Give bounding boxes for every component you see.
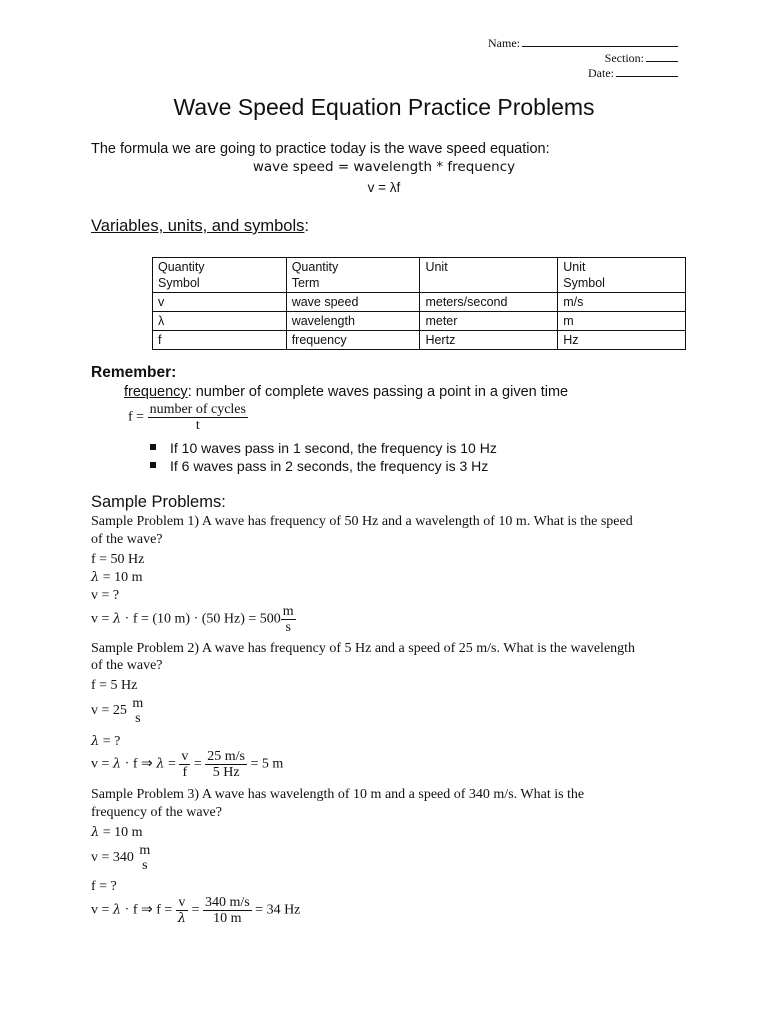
- unit-fraction: m s: [132, 696, 144, 726]
- problem-2-given-v: v = 25 m s: [91, 696, 144, 726]
- date-label: Date:: [588, 66, 614, 80]
- problem-3-solution: v = λ · f ⇒ f = $\frac{v}{\lambda}$ = $\frac{340 m/s}{10 m}$ = 34 Hz: [91, 895, 301, 926]
- problem-2-line-1: Sample Problem 2) A wave has frequency of 5 Hz and a speed of 25 m/s. What is the wavelength: [91, 641, 636, 656]
- bullet-icon: [150, 444, 156, 450]
- formula-symbols: v = λf: [367, 180, 401, 195]
- table-cell: frequency: [286, 331, 420, 350]
- date-blank[interactable]: [616, 75, 678, 77]
- name-blank[interactable]: [522, 45, 678, 47]
- name-field: [488, 36, 678, 51]
- table-row: [153, 293, 686, 312]
- fraction-denominator: t: [195, 418, 200, 433]
- table-cell: m/s: [558, 293, 686, 312]
- problem-1-given-f: f = 50 Hz: [91, 552, 145, 567]
- samples-heading: Sample Problems:: [91, 493, 226, 511]
- table-cell: v: [153, 293, 287, 312]
- fraction-v-over-f: $\frac{v}{f}$: [181, 749, 189, 780]
- table-row: [153, 312, 686, 331]
- page-title: Wave Speed Equation Practice Problems: [173, 94, 595, 120]
- problem-1-unknown: v = ?: [91, 588, 120, 603]
- problem-2-line-2: of the wave?: [91, 658, 163, 673]
- problem-1-solution: v = λ · f = (10 m) · (50 Hz) = 500 $\frac{m}{s}$: [91, 604, 294, 635]
- fraction-values: $\frac{340 m/s}{10 m}$: [204, 895, 250, 926]
- table-header-cell: Unit: [420, 258, 558, 293]
- frequency-definition: [124, 384, 568, 400]
- fraction-values: $\frac{25 m/s}{5 Hz}$: [207, 749, 246, 780]
- problem-3-given-v: v = 340 m s: [91, 843, 151, 873]
- table-header-cell: Quantity Term: [286, 258, 420, 293]
- table-header-row: [153, 258, 686, 293]
- frequency-formula-lhs: f =: [128, 409, 145, 425]
- date-field: [588, 66, 678, 81]
- variables-heading-colon: :: [304, 217, 309, 235]
- frequency-definition-text: : number of complete waves passing a point in a given time: [187, 384, 569, 400]
- table-cell: meters/second: [420, 293, 558, 312]
- table-header-cell: Quantity Symbol: [153, 258, 287, 293]
- frequency-term: frequency: [124, 384, 188, 400]
- table-cell: wave speed: [286, 293, 420, 312]
- problem-3-line-1: Sample Problem 3) A wave has wavelength of 10 m and a speed of 340 m/s. What is the: [91, 787, 585, 802]
- problem-2-given-f: f = 5 Hz: [91, 678, 138, 693]
- table-row: [153, 331, 686, 350]
- table-header-cell: Unit Symbol: [558, 258, 686, 293]
- table-cell: meter: [420, 312, 558, 331]
- intro-text: The formula we are going to practice today is the wave speed equation:: [91, 141, 550, 157]
- section-field: [605, 51, 678, 66]
- list-item: If 10 waves pass in 1 second, the frequency is 10 Hz: [150, 440, 497, 456]
- table-cell: λ: [153, 312, 287, 331]
- table-cell: wavelength: [286, 312, 420, 331]
- problem-3-line-2: frequency of the wave?: [91, 805, 222, 820]
- list-item: If 6 waves pass in 2 seconds, the frequency is 3 Hz: [150, 458, 488, 474]
- formula-words: wave speed = wavelength * frequency: [252, 159, 516, 175]
- frequency-formula: [128, 402, 248, 433]
- name-label: Name:: [488, 36, 520, 50]
- unit-fraction: m s: [139, 843, 151, 873]
- table-cell: m: [558, 312, 686, 331]
- unit-fraction: $\frac{m}{s}$: [282, 604, 294, 635]
- problem-3-unknown: f = ?: [91, 879, 117, 894]
- table-cell: Hertz: [420, 331, 558, 350]
- bullet-icon: [150, 462, 156, 468]
- problem-1-given-lambda: λ = 10 m: [91, 570, 143, 585]
- problem-1-line-1: Sample Problem 1) A wave has frequency of 50 Hz and a wavelength of 10 m. What is the speed: [91, 514, 633, 529]
- table-cell: f: [153, 331, 287, 350]
- variables-heading: [91, 217, 309, 236]
- fraction-numerator: number of cycles: [149, 402, 246, 417]
- section-label: Section:: [604, 51, 644, 65]
- section-blank[interactable]: [646, 60, 678, 62]
- fraction-v-over-lambda: $\frac{v}{\lambda}$: [177, 895, 187, 926]
- variables-heading-text: Variables, units, and symbols: [91, 217, 305, 235]
- frequency-fraction: [148, 402, 248, 433]
- problem-1-line-2: of the wave?: [91, 532, 163, 547]
- remember-heading: Remember:: [91, 364, 177, 381]
- problem-2-solution: v = λ · f ⇒ λ = $\frac{v}{f}$ = $\frac{25 m/s}{5 Hz}$ = 5 m: [91, 749, 284, 780]
- problem-3-given-lambda: λ = 10 m: [91, 825, 143, 840]
- table-cell: Hz: [558, 331, 686, 350]
- variables-table: [152, 257, 686, 350]
- problem-2-unknown: λ = ?: [91, 734, 121, 749]
